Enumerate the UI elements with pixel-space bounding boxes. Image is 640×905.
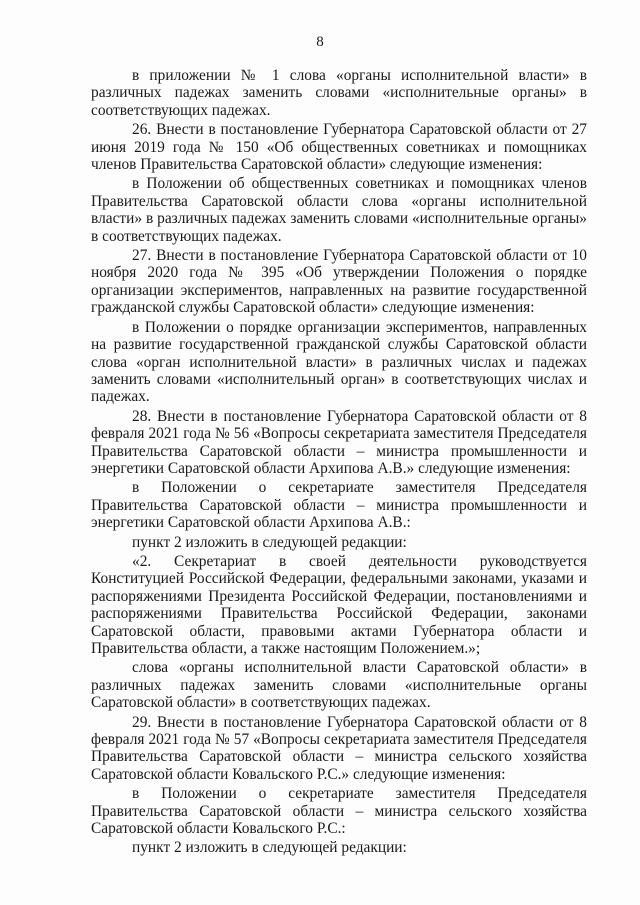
document-body <box>91 67 587 857</box>
paragraph-item-28-regulation: в Положении о секретариате заместителя Председателя Правительства Саратовской области – министра промышленности и энергетики Саратовской области Архипова А.В.: <box>91 479 587 532</box>
paragraph-item-29-regulation: в Положении о секретариате заместителя Председателя Правительства Саратовской области – министра сельского хозяйства Саратовской области Ковальского Р.С.: <box>91 785 587 838</box>
page-number: 8 <box>316 34 324 50</box>
paragraph-appendix-1: в приложении № 1 слова «органы исполнительной власти» в различных падежах заменить словами «исполнительные органы» в соответствующих падежах. <box>91 67 587 119</box>
paragraph-item-28-point-2-text: «2. Секретариат в своей деятельности руководствуется Конституцией Российской Федерации, федеральными законами, указами и распоряжениями Президента Российской Федерации, постановлениями и распоряжениями Правительства Российской Федерации, законами Саратовской области, правовыми актами Губернатора области и Правительства области, а также настоящим Положением.»; <box>91 552 587 657</box>
paragraph-item-29: 29. Внести в постановление Губернатора Саратовской области от 8 февраля 2021 года № 57 «Вопросы секретариата заместителя Председателя Правительства Саратовской области – министра сельского хозяйства Саратовской области Ковальского Р.С.» следующие изменения: <box>91 713 587 783</box>
paragraph-item-28: 28. Внести в постановление Губернатора Саратовской области от 8 февраля 2021 года № 56 «Вопросы секретариата заместителя Председателя Правительства Саратовской области – министра промышленности и энергетики Саратовской области Архипова А.В.» следующие изменения: <box>91 407 587 477</box>
paragraph-item-27: 27. Внести в постановление Губернатора Саратовской области от 10 ноября 2020 года № 395 «Об утверждении Положения о порядке организации экспериментов, направленных на развитие государственной гражданской службы Саратовской области» следующие изменения: <box>91 247 587 317</box>
paragraph-item-28-words-change: слова «органы исполнительной власти Саратовской области» в различных падежах заменить словами «исполнительные органы Саратовской области» в соответствующих падежах. <box>91 659 587 712</box>
paragraph-item-26: 26. Внести в постановление Губернатора Саратовской области от 27 июня 2019 года № 150 «Об общественных советниках и помощниках членов Правительства Саратовской области» следующие изменения: <box>91 121 587 174</box>
paragraph-item-28-point-2-intro: пункт 2 изложить в следующей редакции: <box>132 533 407 551</box>
paragraph-item-27-change: в Положении о порядке организации экспериментов, направленных на развитие государственной гражданской службы Саратовской области слова «орган исполнительной власти» в различных числах и падежах заменить словами «исполнительный орган» в соответствующих числах и падежах. <box>91 318 587 406</box>
paragraph-item-26-change: в Положении об общественных советниках и помощниках членов Правительства Саратовской области слова «органы исполнительной власти» в различных падежах заменить словами «исполнительные органы» в соответствующих падежах. <box>91 175 587 245</box>
paragraph-item-29-point-2-intro: пункт 2 изложить в следующей редакции: <box>132 839 407 857</box>
